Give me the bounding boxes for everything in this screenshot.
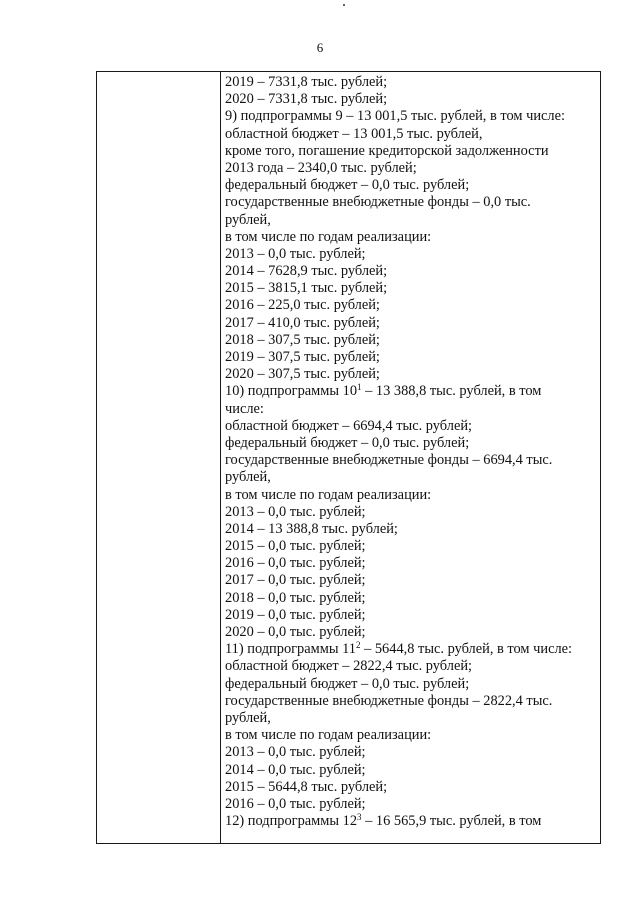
line-text: 2016 – 225,0 тыс. рублей; bbox=[225, 297, 380, 314]
line-text: 2014 – 0,0 тыс. рублей; bbox=[225, 761, 366, 778]
text-line bbox=[225, 194, 601, 211]
text-line bbox=[225, 487, 601, 504]
text-line bbox=[225, 160, 601, 177]
line-text: государственные внебюджетные фонды – 6694,4 тыс. bbox=[225, 452, 553, 469]
text-line bbox=[225, 641, 601, 658]
line-text: 2015 – 0,0 тыс. рублей; bbox=[225, 538, 366, 555]
line-text: 2020 – 7331,8 тыс. рублей; bbox=[225, 91, 388, 108]
line-text: 2013 – 0,0 тыс. рублей; bbox=[225, 245, 366, 262]
text-line bbox=[225, 676, 601, 693]
line-text: 9) подпрограммы 9 – 13 001,5 тыс. рублей, в том числе: bbox=[225, 108, 565, 125]
line-text: 10) подпрограммы 10 bbox=[225, 383, 358, 400]
text-line bbox=[225, 521, 601, 538]
line-text: 2015 – 5644,8 тыс. рублей; bbox=[225, 778, 388, 795]
text-line bbox=[225, 590, 601, 607]
text-line bbox=[225, 229, 601, 246]
line-text: 12) подпрограммы 12 bbox=[225, 813, 358, 830]
line-text: областной бюджет – 13 001,5 тыс. рублей, bbox=[225, 125, 483, 142]
text-line bbox=[225, 658, 601, 675]
line-text-continuation: – 13 388,8 тыс. рублей, в том bbox=[361, 383, 542, 400]
text-line bbox=[225, 91, 601, 108]
scan-speck bbox=[343, 4, 345, 6]
line-text: 2016 – 0,0 тыс. рублей; bbox=[225, 555, 366, 572]
line-text: кроме того, погашение кредиторской задолженности bbox=[225, 142, 549, 159]
text-line bbox=[225, 744, 601, 761]
text-line bbox=[225, 624, 601, 641]
text-line bbox=[225, 315, 601, 332]
line-text: рублей, bbox=[225, 211, 271, 228]
text-line bbox=[225, 538, 601, 555]
text-line bbox=[225, 693, 601, 710]
line-text: рублей, bbox=[225, 709, 271, 726]
line-text: государственные внебюджетные фонды – 0,0 тыс. bbox=[225, 194, 531, 211]
line-text: 2018 – 0,0 тыс. рублей; bbox=[225, 589, 366, 606]
column-divider bbox=[220, 72, 221, 843]
text-line bbox=[225, 263, 601, 280]
text-line bbox=[225, 143, 601, 160]
line-text: 2013 – 0,0 тыс. рублей; bbox=[225, 744, 366, 761]
line-text: 2019 – 0,0 тыс. рублей; bbox=[225, 606, 366, 623]
text-line bbox=[225, 435, 601, 452]
footnote-superscript: 2 bbox=[355, 640, 361, 651]
table-left-cell bbox=[97, 72, 220, 843]
text-line bbox=[225, 126, 601, 143]
line-text: государственные внебюджетные фонды – 2822,4 тыс. bbox=[225, 692, 553, 709]
footnote-superscript: 1 bbox=[357, 382, 362, 393]
text-line bbox=[225, 504, 601, 521]
text-line bbox=[225, 555, 601, 572]
line-text: федеральный бюджет – 0,0 тыс. рублей; bbox=[225, 177, 470, 194]
line-text: 2020 – 0,0 тыс. рублей; bbox=[225, 624, 366, 640]
line-text: 2013 – 0,0 тыс. рублей; bbox=[225, 503, 366, 520]
line-text: 2014 – 13 388,8 тыс. рублей; bbox=[225, 520, 398, 537]
page-number: 6 bbox=[316, 40, 324, 55]
line-text-continuation: – 5644,8 тыс. рублей, в том числе: bbox=[360, 641, 573, 658]
line-text: 2015 – 3815,1 тыс. рублей; bbox=[225, 280, 388, 297]
line-text: 11) подпрограммы 11 bbox=[225, 641, 356, 658]
text-line bbox=[225, 452, 601, 469]
line-text: в том числе по годам реализации: bbox=[225, 486, 432, 503]
text-line bbox=[225, 813, 601, 830]
text-line bbox=[225, 349, 601, 366]
line-text: областной бюджет – 6694,4 тыс. рублей; bbox=[225, 417, 473, 434]
text-line bbox=[225, 332, 601, 349]
text-line bbox=[225, 779, 601, 796]
text-line bbox=[225, 108, 601, 125]
text-line bbox=[225, 607, 601, 624]
text-line bbox=[225, 710, 601, 727]
table-right-cell bbox=[225, 74, 601, 830]
text-line bbox=[225, 401, 601, 418]
text-line bbox=[225, 280, 601, 297]
line-text: рублей, bbox=[225, 469, 271, 486]
line-text: 2013 года – 2340,0 тыс. рублей; bbox=[225, 159, 417, 176]
text-line bbox=[225, 572, 601, 589]
text-line bbox=[225, 727, 601, 744]
line-text: 2018 – 307,5 тыс. рублей; bbox=[225, 331, 380, 348]
line-text: областной бюджет – 2822,4 тыс. рублей; bbox=[225, 658, 473, 675]
line-text: федеральный бюджет – 0,0 тыс. рублей; bbox=[225, 675, 470, 692]
line-text: числе: bbox=[225, 400, 264, 417]
footnote-superscript: 3 bbox=[357, 812, 362, 823]
line-text-continuation: – 16 565,9 тыс. рублей, в том bbox=[361, 813, 542, 830]
line-text: федеральный бюджет – 0,0 тыс. рублей; bbox=[225, 434, 470, 451]
line-text: 2016 – 0,0 тыс. рублей; bbox=[225, 795, 366, 812]
line-text: 2014 – 7628,9 тыс. рублей; bbox=[225, 263, 388, 280]
line-text: в том числе по годам реализации: bbox=[225, 727, 432, 744]
text-line bbox=[225, 796, 601, 813]
line-text: 2020 – 307,5 тыс. рублей; bbox=[225, 366, 380, 383]
text-line bbox=[225, 469, 601, 486]
line-text: в том числе по годам реализации: bbox=[225, 228, 432, 245]
line-text: 2017 – 0,0 тыс. рублей; bbox=[225, 572, 366, 589]
text-line bbox=[225, 762, 601, 779]
text-line bbox=[225, 383, 601, 400]
document-table bbox=[96, 71, 601, 844]
text-line bbox=[225, 297, 601, 314]
text-line bbox=[225, 418, 601, 435]
line-text: 2019 – 307,5 тыс. рублей; bbox=[225, 349, 380, 365]
text-line bbox=[225, 177, 601, 194]
text-line bbox=[225, 74, 601, 91]
text-line bbox=[225, 212, 601, 229]
line-text: 2017 – 410,0 тыс. рублей; bbox=[225, 314, 380, 331]
text-line bbox=[225, 246, 601, 263]
text-line bbox=[225, 366, 601, 383]
line-text: 2019 – 7331,8 тыс. рублей; bbox=[225, 74, 388, 90]
